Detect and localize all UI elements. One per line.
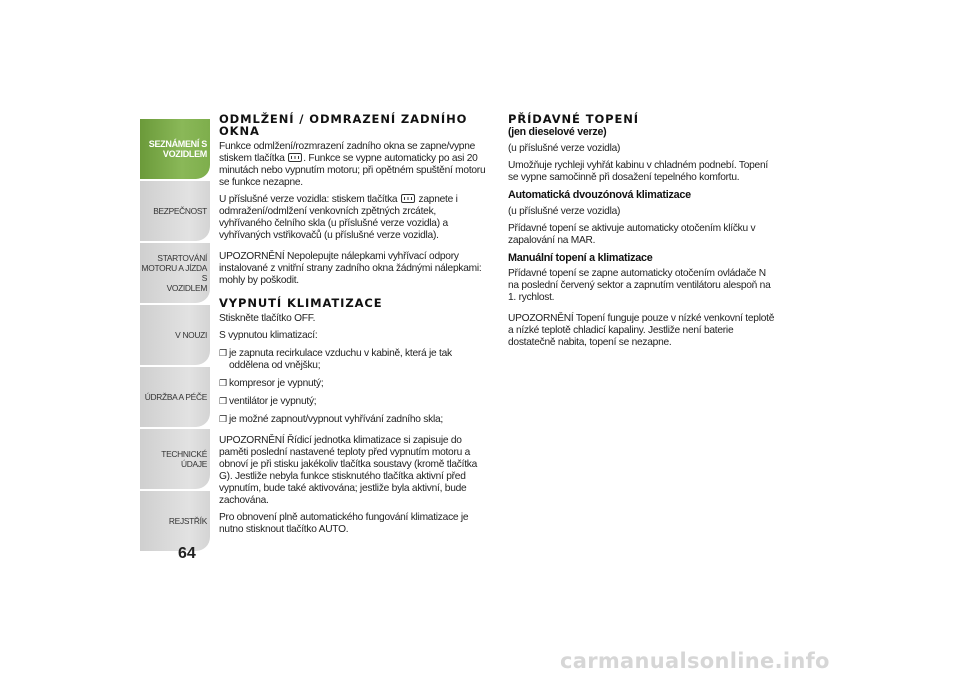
warning-note: UPOZORNĚNÍ Řídicí jednotka klimatizace si zapisuje do paměti poslední nastavené teploty před vypnutím motoru a obnoví je při stisku jakékoliv tlačítka soustavy (kromě tlačítka G). Jestliže nebyla funkce stisknutého tlačítka aktivní před vypnutím, bude také aktivována; jestliže byla aktivní, bude zachována.	[219, 435, 478, 506]
watermark: carmanualsonline.info	[560, 649, 830, 673]
list-item	[219, 395, 491, 408]
text: je možné zapnout/vypnout vyhřívání zadního skla;	[229, 414, 443, 425]
tab-label: SEZNÁMENÍ S VOZIDLEM	[148, 139, 207, 159]
item-list	[219, 347, 491, 426]
warning-note: UPOZORNĚNÍ Nepolepujte nálepkami vyhřívací odpory instalované z vnitřní strany zadního okna žádnými nálepkami: mohly by poškodit.	[219, 251, 482, 286]
page-number: 64	[178, 545, 196, 562]
list-item	[219, 413, 491, 426]
checkbox-bullet-icon: ❐	[219, 414, 227, 424]
section-heading-climate-off: VYPNUTÍ KLIMATIZACE	[219, 296, 383, 310]
tab-label: BEZPEČNOST	[153, 206, 207, 216]
text: je zapnuta recirkulace vzduchu v kabině, která je tak oddělena od vnějšku;	[229, 348, 452, 371]
tab-technicke-udaje[interactable]	[140, 429, 210, 489]
list-item	[219, 347, 491, 372]
text: kompresor je vypnutý;	[229, 378, 324, 389]
tab-label: TECHNICKÉ ÚDAJE	[161, 449, 207, 469]
tab-startovani[interactable]	[140, 243, 210, 303]
text: . Funkce se vypne automaticky po asi 20 minutách nebo vypnutím motoru; při opětném spuštění motoru se funkce nezapne.	[219, 153, 486, 188]
tab-label: ÚDRŽBA A PÉČE	[144, 392, 207, 402]
version-note: (u příslušné verze vozidla)	[508, 206, 621, 217]
tab-label: STARTOVÁNÍ MOTORU A JÍZDA S VOZIDLEM	[141, 253, 207, 293]
right-column	[508, 113, 778, 354]
paragraph: Pro obnovení plně automatického fungování klimatizace je nutno stisknout tlačítko AUTO.	[219, 512, 469, 535]
paragraph: S vypnutou klimatizací:	[219, 330, 318, 341]
left-column	[219, 113, 491, 541]
rear-defrost-button-icon	[288, 153, 302, 162]
text: zapnete i odmražení/odmlžení venkovních zpětných zrcátek, vyhřívaného čelního skla (u příslušné verze vozidla) a vyhřívaných vstřikovačů (u příslušné verze vozidla).	[219, 194, 458, 241]
rear-defrost-button-icon	[401, 194, 415, 203]
list-item	[219, 377, 491, 390]
subheading-manual-heating: Manuální topení a klimatizace	[508, 252, 653, 264]
checkbox-bullet-icon: ❐	[219, 378, 227, 388]
tab-bezpecnost[interactable]	[140, 181, 210, 241]
checkbox-bullet-icon: ❐	[219, 348, 227, 358]
paragraph: Přídavné topení se zapne automaticky otočením ovládače N na poslední červený sektor a zapnutím ventilátoru alespoň na 1. rychlost.	[508, 268, 771, 303]
tab-v-nouzi[interactable]	[140, 305, 210, 365]
tab-label: REJSTŘÍK	[168, 516, 207, 526]
chapter-sidebar	[140, 119, 210, 553]
text: Funkce odmlžení/rozmrazení zadního okna se zapne/vypne stiskem tlačítka	[219, 141, 476, 164]
paragraph	[219, 141, 491, 189]
paragraph: Umožňuje rychleji vyhřát kabinu v chladném podnebí. Topení se vypne samočinně při dosažení tepelného komfortu.	[508, 160, 768, 183]
subheading: (jen dieselové verze)	[508, 126, 607, 138]
paragraph: Stiskněte tlačítko OFF.	[219, 313, 316, 324]
paragraph: Přídavné topení se aktivuje automaticky otočením klíčku v zapalování na MAR.	[508, 223, 756, 246]
section-heading-rear-window-defrost: ODMLŽENÍ / ODMRAZENÍ ZADNÍHO OKNA	[219, 112, 468, 138]
paragraph	[219, 194, 491, 242]
text: ventilátor je vypnutý;	[229, 396, 317, 407]
tab-udrzba-a-pece[interactable]	[140, 367, 210, 427]
section-heading-auxiliary-heater: PŘÍDAVNÉ TOPENÍ	[508, 112, 639, 126]
text: U příslušné verze vozidla: stiskem tlačítka	[219, 194, 398, 205]
tab-seznameni-s-vozidlem[interactable]	[140, 119, 210, 179]
warning-note: UPOZORNĚNÍ Topení funguje pouze v nízké venkovní teplotě a nízké teplotě chladicí kapaliny. Jestliže není baterie dostatečně nabita, topení se nezapne.	[508, 313, 775, 348]
tab-label: V NOUZI	[175, 330, 207, 340]
checkbox-bullet-icon: ❐	[219, 396, 227, 406]
subheading-dual-zone: Automatická dvouzónová klimatizace	[508, 189, 691, 201]
version-note: (u příslušné verze vozidla)	[508, 143, 621, 154]
tab-rejstrik[interactable]	[140, 491, 210, 551]
